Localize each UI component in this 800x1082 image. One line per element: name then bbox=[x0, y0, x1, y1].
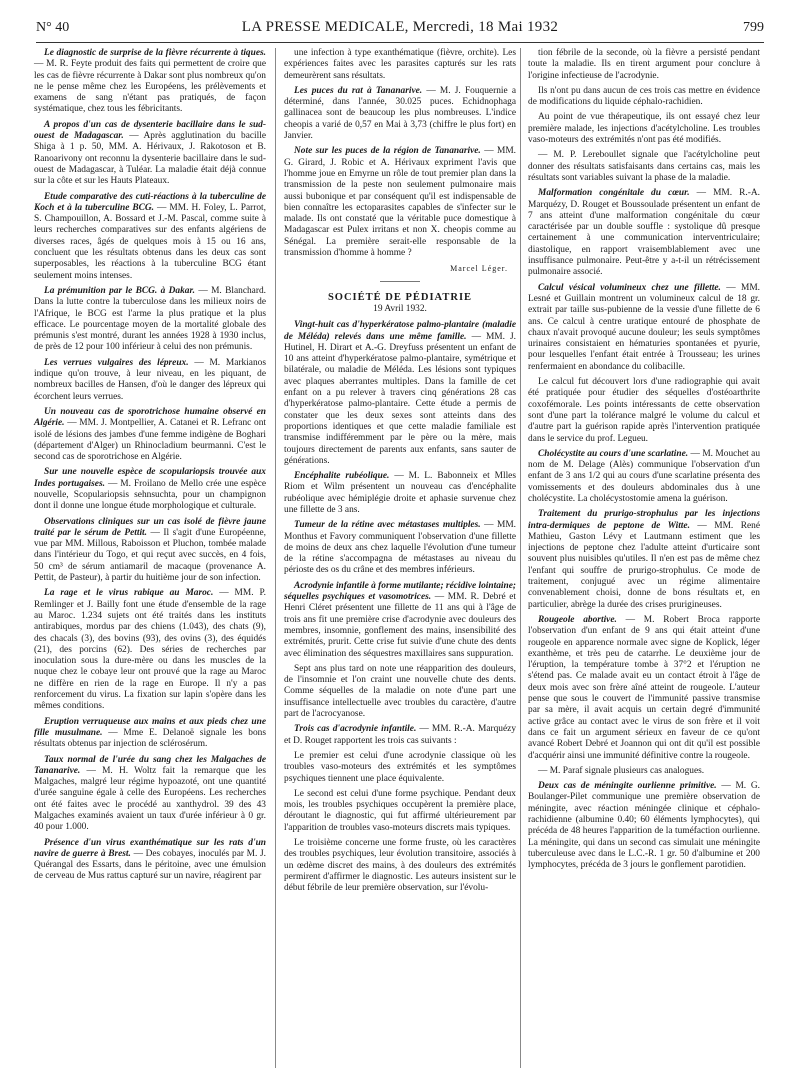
column-divider bbox=[275, 48, 276, 1068]
article-body: Ils n'ont pu dans aucun de ces trois cas mettre en évidence de modifications du liquide céphalo-rachidien. bbox=[528, 85, 760, 108]
article-body: — M. J. Fouquernie a déterminé, dans l'année, 30.025 puces. Echidnophaga gallinacea sont de beaucoup les plus nombreuses. L'indice cheopis a varié de 0,57 en Mai à 3,73 (chiffre le plus fort) en Janvier. bbox=[284, 85, 516, 142]
article-paragraph bbox=[284, 724, 516, 747]
section-date: 19 Avril 1932. bbox=[373, 303, 427, 314]
article-body: Sept ans plus tard on note une réapparition des douleurs, de l'insomnie et l'on craint une nouvelle chute des dents. Comme séquelles de la maladie on note d'une part une insuffisance intellectuelle avec troubles du caractère, d'autre part de l'acrocyanose. bbox=[284, 663, 516, 720]
article-paragraph bbox=[528, 112, 760, 146]
article-body: — M. Paraf signale plusieurs cas analogues. bbox=[538, 765, 705, 776]
article-body: — MM. Monthus et Favory communiquent l'observation d'une fillette de moins de deux ans chez laquelle l'évolution d'une tumeur de la rétine s'accompagna de métastases au niveau du périoste des os du crâne et des membres inférieurs. bbox=[284, 520, 517, 576]
article-title: Les verrues vulgaires des lépreux. bbox=[44, 357, 189, 368]
article-body: Le calcul fut découvert lors d'une radiographie qui avait été pratiquée pour étudier des séquelles d'ostéoarthrite coxofémorale. Les points intéressants de cette observation sont d'une part la tolérance malgré le volume du calcul et d'autre part la guérison rapide après l'intervention pratiquée dans le service du prof. Legueu. bbox=[528, 377, 760, 444]
article-body: — MM. R.-A. Marquézy et D. Rouget rapportent les trois cas suivants : bbox=[284, 724, 517, 746]
article-title: La prémunition par le BCG. à Dakar. bbox=[44, 285, 195, 296]
article-paragraph bbox=[528, 188, 760, 278]
article-body: — M. Mouchet au nom de M. Delage (Alès) communique l'observation d'un enfant de 3 ans 1/2 qui au cours d'une scarlatine présenta des vomissements et des douleurs abdominales dus à une cholécystite. La cholécystostomie amena la guérison. bbox=[528, 448, 761, 504]
article-title: Etude comparative des cuti-réactions à la tuberculine de Koch et à la tuberculine BCG. bbox=[34, 191, 266, 213]
article-paragraph bbox=[284, 520, 516, 576]
article-paragraph bbox=[528, 48, 760, 82]
article-title: Vingt-huit cas d'hyperkératose palmo-plantaire (maladie de Méléda) relevés dans une même famille. bbox=[284, 320, 516, 342]
article-title: Les puces du rat à Tananarive. bbox=[294, 85, 423, 96]
article-paragraph bbox=[34, 407, 266, 463]
article-title: Deux cas de méningite ourlienne primitive. bbox=[538, 781, 717, 792]
article-title: La rage et le virus rabique au Maroc. bbox=[44, 588, 214, 599]
article-title: Observations cliniques sur un cas isolé de fièvre jaune traité par le sérum de Pettit. bbox=[34, 516, 266, 538]
article-body: Au point de vue thérapeutique, ils ont essayé chez leur première malade, les injections d'acétylcholine. Les troubles vaso-moteurs des extrémités n'ont pas été modifiés. bbox=[528, 112, 760, 146]
article-paragraph bbox=[34, 588, 266, 712]
article-body: tion fébrile de la seconde, où la fièvre a persisté pendant toute la maladie. Ils en tirent argument pour conclure à l'origine infectieuse de l'acrodynie. bbox=[528, 48, 760, 81]
article-paragraph bbox=[284, 48, 516, 82]
article-body: — M. R. Feyte produit des faits qui permettent de croire que les cas de fièvre récurrente à Dakar sont plus nombreux qu'on ne le pense même chez les Européens, les prélèvements et examens de sang n'étant pas pratiqués, de façon systématique, chez tous les fébricitants. bbox=[34, 59, 266, 115]
article-body: — Il s'agit d'une Européenne, vue par MM. Millous, Raboisson et Pluchon, tombée malade dans l'intérieur du Togo, et qui reçut avec succès, en 4 fois, 50 cm³ de sérum antiamaril de macaque (provenance A. Pettit, de Pasteur), à partir du huitième jour de son infection. bbox=[34, 527, 266, 584]
article-title: Acrodynie infantile à forme mutilante; récidive lointaine; séquelles psychiques et vasomotrices. bbox=[284, 580, 516, 603]
column-2 bbox=[284, 48, 516, 898]
article-paragraph bbox=[528, 377, 760, 445]
article-body: — M. P. Lereboullet signale que l'acétylcholine peut donner des résultats satisfaisants dans certains cas, mais les résultats sont variables suivant la phase de la maladie. bbox=[528, 150, 760, 183]
article-paragraph bbox=[34, 48, 266, 116]
article-signature: Marcel Léger. bbox=[450, 264, 508, 274]
article-body: — MM. R. Debré et Henri Cléret présentent une fillette de 11 ans qui à l'âge de trois ans fit une première crise d'acrodynie avec douleurs des membres, insomnie, gonflement des mains, insensibilité des extrémités, prurit. Cette crise fut suivie d'une chute des dents avec élimination des séquestres maxillaires sans suppuration. bbox=[284, 592, 517, 659]
article-paragraph bbox=[528, 766, 760, 777]
article-paragraph bbox=[284, 789, 516, 834]
article-body: — M. Blanchard. Dans la lutte contre la tuberculose dans les milieux noirs de l'Afrique, le BCG est l'arme la plus pratique et la plus efficace. Le pourcentage moyen de la mortalité globale des prémunis s'est montré, durant les années 1928 à 1930 inclus, de près de 12 pour 100 inférieur à celui des non prémunis. bbox=[34, 285, 266, 353]
article-paragraph bbox=[34, 755, 266, 834]
article-title: Malformation congénitale du cœur. bbox=[538, 188, 690, 199]
article-paragraph bbox=[284, 471, 516, 516]
article-paragraph bbox=[528, 449, 760, 505]
article-body: — M. Markianos indique qu'on trouve, à leur niveau, en les piquant, de nombreux bacilles de Hansen, d'où le danger des lépreux qui écorchent leurs verrues. bbox=[34, 357, 266, 402]
article-title: Trois cas d'acrodynie infantile. bbox=[294, 724, 417, 735]
article-title: Note sur les puces de la région de Tananarive. bbox=[294, 146, 481, 157]
article-body: — MM. G. Girard, J. Robic et A. Hérivaux expriment l'avis que l'homme joue en Emyrne un rôle de tout premier plan dans la transmission de la peste non seulement pulmonaire mais aussi bubonique et par conséquent qu'il est indispensable de bien connaître les ectoparasites capables de s'infecter sur le malade. Ils ont constaté que la véritable puce domestique à Madagascar est Pulex irritans et non X. cheopis comme au Sénégal. La première serait-elle responsable de la transmission d'homme à homme ? bbox=[284, 146, 517, 259]
article-title: Tumeur de la rétine avec métastases multiples. bbox=[294, 520, 481, 531]
article-body: — M. H. Woltz fait la remarque que les Malgaches, malgré leur régime hypoazoté, ont une quantité d'urée sanguine égale à celle des Européens. Les recherches ont été faites avec le procédé au xanthydrol. 39 des 43 Malgaches examinés avaient un taux d'urée inférieur à 0 gr. 40 pour 1.000. bbox=[34, 765, 266, 833]
journal-title: LA PRESSE MEDICALE, Mercredi, 18 Mai 1932 bbox=[241, 19, 559, 35]
article-body: — M. G. Boulanger-Pilet communique une première observation de méningite, avec réaction méningée clinique et céphalo-rachidienne (albumine 0.40; 60 éléments lymphocytes), qui précéda de 48 heures l'apparition de la tuméfaction ourlienne. La méningite, qui dans un second cas simulait une méningite tuberculeuse avec dans le L.C.-R. 1 gr. 50 d'albumine et 200 lymphocytes, précéda de 3 jours le gonflement parotidien. bbox=[528, 781, 760, 871]
article-title: Sur une nouvelle espèce de scopulariopsis trouvée aux Indes portugaises. bbox=[34, 467, 266, 489]
column-divider bbox=[520, 48, 521, 1068]
article-body: — M. Froilano de Mello crée une espèce nouvelle, Scopulariopsis sehnsuchta, pour un champignon dont il donne une longue étude morphologique et culturale. bbox=[34, 478, 267, 512]
article-title: Traitement du prurigo-strophulus par les injections intra-dermiques de peptone de Witte. bbox=[528, 509, 760, 531]
article-paragraph bbox=[528, 781, 760, 871]
article-body: — MM. P. Remlinger et J. Bailly font une étude d'ensemble de la rage au Maroc. 1.234 sujets ont été traités dans les instituts antirabiques, mordus par des chiens (1.043), des chats (9), des chacals (3), des bovins (93), des ovins (3), des équidés (21), des porcins (62). Des séries de recherches par inoculation sous la dure-mère ou dans les muscles de la nuque chez le cobaye leur ont prouvé que la rage au Maroc ne diffère en rien de la rage en Europe. Il n'y a pas renforcement du virus. La fixation sur lapin s'opère dans les mêmes conditions. bbox=[34, 588, 266, 712]
article-body: — MM. J. Montpellier, A. Catanei et R. Lefranc ont isolé de lésions des jambes d'une femme indigène de Boghari (département d'Alger) un Rhinocladium beurmanni. C'est le second cas de sporotrichose en Algérie. bbox=[34, 418, 267, 463]
page-number-left: N° 40 bbox=[36, 20, 70, 35]
article-paragraph bbox=[528, 86, 760, 109]
page-header bbox=[36, 16, 764, 40]
article-body: — Après agglutination du bacille Shiga à 1 p. 50, MM. A. Hérivaux, J. Rakotoson et B. Ranoarivony ont reconnu la dysenterie bacillaire dans le sud-ouest de Madagascar, à Tuléar. La maladie était déjà connue sur la côte et sur les Hauts Plateaux. bbox=[34, 131, 266, 187]
article-paragraph bbox=[34, 286, 266, 354]
article-body: — Mme E. Delanoë signale les bons résultats obtenus par injection de sclérosérum. bbox=[34, 727, 266, 750]
article-paragraph bbox=[284, 664, 516, 720]
article-paragraph bbox=[284, 838, 516, 894]
article-title: Cholécystite au cours d'une scarlatine. bbox=[538, 448, 689, 459]
column-3 bbox=[528, 48, 760, 875]
article-title: Rougeole abortive. bbox=[538, 614, 617, 625]
article-body: — MM. Lesné et Guillain montrent un volumineux calcul de 18 gr. extrait par taille sus-pubienne de la vessie d'une fillette de 6 ans. Ce calcul à centre uratique entouré de phosphate de chaux n'avait provoqué aucune douleur; les seuls symptômes urinaires consistaient en hématuries spontanées et pyurie, pour lesquelles l'enfant était entrée à Trousseau; les urines renfermaient en abondance du colibacille. bbox=[528, 282, 760, 372]
article-body: Le troisième concerne une forme fruste, où les caractères des troubles psychiques, leur évolution transitoire, associés à un œdème discret des mains, à des douleurs des extrémités permirent d'affirmer le diagnostic. Les auteurs insistent sur le début fébrile de leur première observation, sur l'évolu- bbox=[284, 838, 516, 894]
article-body: une infection à type exanthématique (fièvre, orchite). Les expériences faites avec les parasites capturés sur les rats demeurèrent sans résultats. bbox=[284, 48, 516, 81]
section-rule bbox=[380, 281, 420, 282]
article-body: — M. L. Babonneix et Mlles Riom et Wilm présentent un nouveau cas d'encéphalite rubéolique avec hémiplégie droite et aphasie survenue chez une fillette de 3 ans. bbox=[284, 471, 516, 515]
article-paragraph bbox=[284, 320, 516, 467]
article-paragraph bbox=[528, 150, 760, 184]
article-title: Taux normal de l'urée du sang chez les Malgaches de Tananarive. bbox=[34, 754, 266, 776]
article-title: Calcul vésical volumineux chez une fillette. bbox=[538, 282, 721, 293]
article-paragraph bbox=[284, 146, 516, 259]
article-body: — MM. René Mathieu, Gaston Lévy et Lautmann estiment que les injections de peptone chez l'adulte atteint d'urticaire sont souvent plus nuisibles qu'utiles. Il n'en est pas de même chez l'enfant qui souffre de prurigo-strophulus. Ce mode de traitement, conjugué avec un régime alimentaire convenablement choisi, donne de bons résultats et, en particulier, abrège la durée des crises prurigineuses. bbox=[528, 520, 761, 610]
article-paragraph bbox=[528, 509, 760, 611]
article-body: — MM. R.-A. Marquézy, D. Rouget et Boussoulade présentent un enfant de 7 ans atteint d'une malformation congénitale du cœur caractérisée par un double souffle : systolique dû presque certainement à une communication interventriculaire; diastolique, en rapport vraisemblablement avec une insuffisance pulmonaire. Peut-être y a-t-il un rétrécissement pulmonaire associé. bbox=[528, 188, 760, 278]
article-body: — M. Robert Broca rapporte l'observation d'un enfant de 9 ans qui était atteint d'une rougeole en apparence normale avec signe de Koplick, léger exanthème, et très peu de catarrhe. Le deuxième jour de l'éruption, la température tombe à 37°2 et l'éruption ne s'étend pas. Ce malade avait eu un contact étroit à l'âge de deux mois avec son frère aîné atteint de rougeole. L'auteur pense que sous le couvert de l'immunité passive transmise par sa mère, il avait acquis un certain degré d'immunité active grâce au contact avec le virus de son frère et il voit dans ce fait un argument sérieux en faveur de ce qu'ont avancé Robert Debré et Joannon qui ont dit qu'il est possible d'acquérir ainsi une immunité définitive contre la rougeole. bbox=[528, 614, 760, 761]
column-1 bbox=[34, 48, 266, 887]
article-title: Le diagnostic de surprise de la fièvre récurrente à tiques. bbox=[44, 48, 266, 58]
article-paragraph bbox=[284, 751, 516, 785]
article-body: Le second est celui d'une forme psychique. Pendant deux mois, les troubles psychiques occupèrent la première place, déroutant le diagnostic, qui fut affirmé ultérieurement par l'apparition de troubles vaso-moteurs discrets mais typiques. bbox=[284, 788, 516, 833]
article-paragraph bbox=[34, 358, 266, 403]
article-paragraph bbox=[528, 283, 760, 373]
page-number-right: 799 bbox=[743, 20, 764, 35]
article-paragraph bbox=[34, 467, 266, 512]
article-title: Encéphalite rubéolique. bbox=[294, 471, 390, 482]
article-paragraph bbox=[34, 838, 266, 883]
section-heading: SOCIÉTÉ DE PÉDIATRIE bbox=[327, 291, 473, 303]
header-rule bbox=[36, 42, 764, 43]
article-paragraph bbox=[34, 717, 266, 751]
article-paragraph bbox=[284, 86, 516, 142]
article-title: Eruption verruqueuse aux mains et aux pieds chez une fille musulmane. bbox=[34, 716, 266, 738]
article-body: — Des cobayes, inoculés par M. J. Quérangal des Essarts, dans le péritoine, avec une émulsion de cerveau de Mus rattus capturé sur un navire, réagirent par bbox=[34, 848, 266, 882]
article-title: A propos d'un cas de dysenterie bacillaire dans le sud-ouest de Madagascar. bbox=[34, 119, 266, 142]
article-title: Présence d'un virus exanthématique sur les rats d'un navire de guerre à Brest. bbox=[34, 837, 266, 859]
article-paragraph bbox=[528, 615, 760, 762]
article-paragraph bbox=[34, 120, 266, 188]
article-paragraph bbox=[34, 192, 266, 282]
article-paragraph bbox=[284, 581, 516, 660]
article-body: — MM. H. Foley, L. Parrot, S. Champouillon, A. Bossard et J.-M. Pascal, comme suite à leurs recherches comparatives sur des enfants algériens de diverses races, âgés de quelques mois à 15 ou 16 ans, concluent que les résultats obtenus dans les deux cas sont superposables, les réactions à la tuberculine BCG étant seulement moins intenses. bbox=[34, 202, 266, 281]
article-title: Un nouveau cas de sporotrichose humaine observé en Algérie. bbox=[34, 406, 266, 429]
article-paragraph bbox=[34, 517, 266, 585]
article-body: — MM. J. Hutinel, H. Dirart et A.-G. Dreyfuss présentent un enfant de 10 ans atteint d'hyperkératose palmo-plantaire, symétrique et bilatérale, ou maladie de Méléda. Les lésions sont typiques avec plaques aberrantes multiples. Dans la famille de cet enfant on a pu relever à travers cinq générations 28 cas d'hyperkératose palmo-plantaire. Cette étude a permis de constater que les deux sexes sont atteints dans des proportions identiques et que cette maladie familiale est transmise indifféremment par le père ou la mère, mais toujours directement de parents aux enfants, sans sauter de générations. bbox=[284, 331, 517, 466]
article-body: Le premier est celui d'une acrodynie classique où les troubles vaso-moteurs des extrémités et les symptômes psychiques tiennent une place équivalente. bbox=[284, 750, 516, 784]
